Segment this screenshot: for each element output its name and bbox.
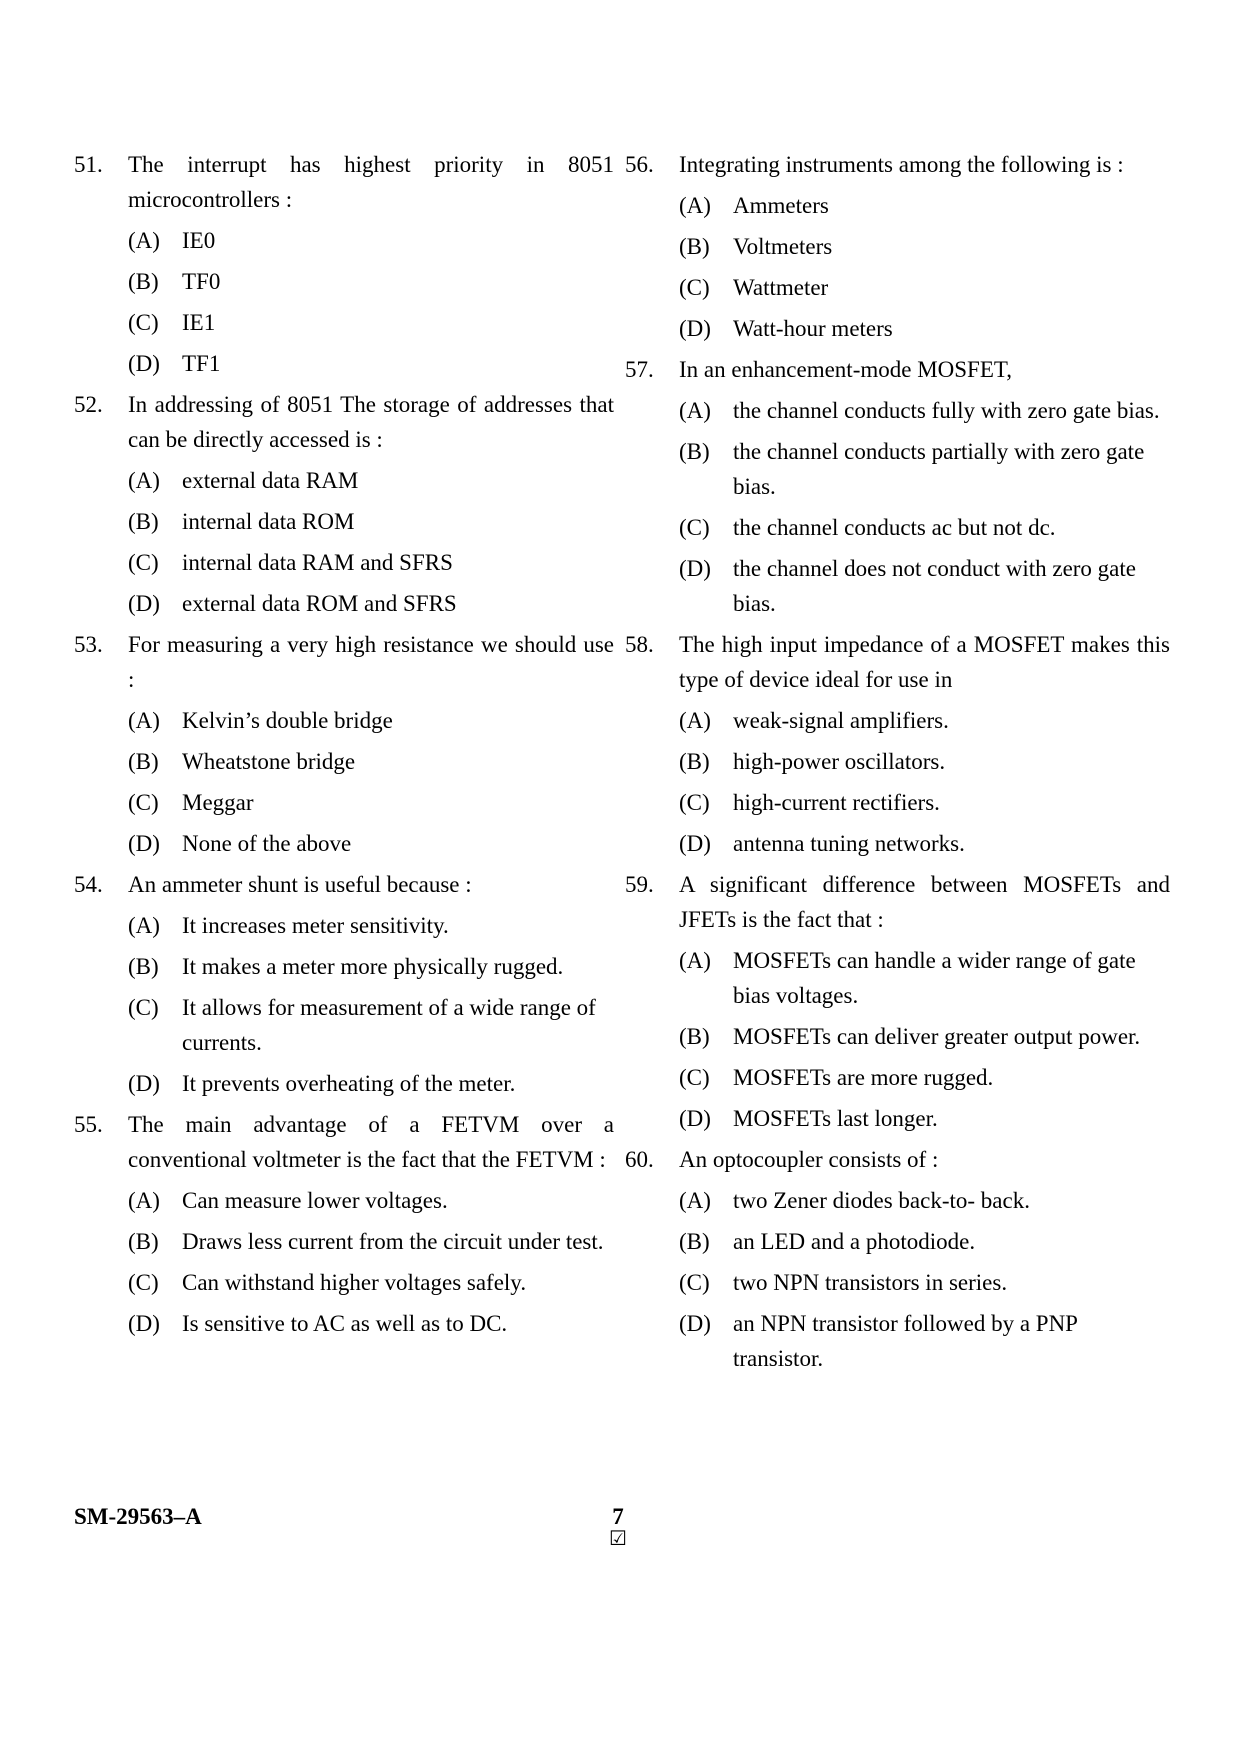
option-label: (B)	[128, 509, 159, 534]
option-label: (D)	[128, 1311, 160, 1336]
question-54	[74, 867, 614, 1101]
option-text: MOSFETs can deliver greater output power.	[733, 1024, 1141, 1049]
option-text: It makes a meter more physically rugged.	[182, 954, 564, 979]
page-number: 7	[612, 1504, 624, 1529]
option-text: IE0	[182, 228, 216, 253]
question-60	[625, 1142, 1170, 1376]
option-a	[679, 393, 1170, 428]
option-c	[679, 1060, 1170, 1095]
option-label: (A)	[679, 193, 711, 218]
option-d	[679, 311, 1170, 346]
option-b	[128, 949, 614, 984]
option-text: high-power oscillators.	[733, 749, 946, 774]
option-label: (D)	[679, 1311, 711, 1336]
option-label: (D)	[128, 591, 160, 616]
question-text: The high input impedance of a MOSFET makes this type of device ideal for use in	[679, 632, 1170, 692]
option-b	[679, 434, 1170, 504]
options-list	[679, 393, 1170, 621]
option-text: Ammeters	[733, 193, 829, 218]
option-text: TF1	[182, 351, 221, 376]
option-label: (A)	[128, 1188, 160, 1213]
option-a	[128, 1183, 614, 1218]
question-number: 54.	[74, 872, 103, 897]
option-c	[679, 510, 1170, 545]
option-text: external data ROM and SFRS	[182, 591, 457, 616]
option-c	[128, 305, 614, 340]
option-label: (C)	[679, 275, 710, 300]
option-label: (C)	[679, 1065, 710, 1090]
option-label: (A)	[679, 948, 711, 973]
option-text: Voltmeters	[733, 234, 833, 259]
option-text: None of the above	[182, 831, 352, 856]
option-label: (B)	[679, 749, 710, 774]
option-d	[679, 1306, 1170, 1376]
option-text: MOSFETs are more rugged.	[733, 1065, 994, 1090]
option-a	[679, 188, 1170, 223]
option-a	[128, 463, 614, 498]
question-56	[625, 147, 1170, 346]
options-list	[679, 1183, 1170, 1376]
option-text: Kelvin’s double bridge	[182, 708, 393, 733]
question-52	[74, 387, 614, 621]
option-text: an NPN transistor followed by a PNP transistor.	[733, 1311, 1078, 1371]
question-text: An optocoupler consists of :	[679, 1147, 939, 1172]
option-label: (D)	[679, 556, 711, 581]
question-59	[625, 867, 1170, 1136]
option-label: (B)	[128, 1229, 159, 1254]
option-label: (B)	[679, 1024, 710, 1049]
question-number: 57.	[625, 357, 654, 382]
option-c	[128, 545, 614, 580]
option-label: (B)	[679, 1229, 710, 1254]
question-text: In addressing of 8051 The storage of addresses that can be directly accessed is :	[128, 392, 614, 452]
option-label: (A)	[679, 398, 711, 423]
option-text: internal data RAM and SFRS	[182, 550, 453, 575]
options-list	[679, 943, 1170, 1136]
option-label: (D)	[679, 316, 711, 341]
option-text: external data RAM	[182, 468, 359, 493]
options-list	[128, 223, 614, 381]
option-text: two NPN transistors in series.	[733, 1270, 1008, 1295]
option-text: TF0	[182, 269, 221, 294]
option-text: two Zener diodes back-to- back.	[733, 1188, 1030, 1213]
option-text: Is sensitive to AC as well as to DC.	[182, 1311, 508, 1336]
option-a	[679, 1183, 1170, 1218]
option-label: (C)	[128, 1270, 159, 1295]
option-label: (D)	[679, 831, 711, 856]
question-number: 53.	[74, 632, 103, 657]
option-d	[679, 1101, 1170, 1136]
option-text: weak-signal amplifiers.	[733, 708, 949, 733]
options-list	[128, 908, 614, 1101]
question-text: For measuring a very high resistance we should use :	[128, 632, 614, 692]
option-label: (C)	[128, 790, 159, 815]
question-text: A significant difference between MOSFETs and JFETs is the fact that :	[679, 872, 1170, 932]
option-c	[128, 990, 614, 1060]
option-label: (D)	[128, 831, 160, 856]
options-list	[128, 703, 614, 861]
option-label: (B)	[679, 439, 710, 464]
option-c	[679, 785, 1170, 820]
question-text: An ammeter shunt is useful because :	[128, 872, 472, 897]
option-text: Can withstand higher voltages safely.	[182, 1270, 527, 1295]
option-a	[128, 908, 614, 943]
option-label: (C)	[128, 310, 159, 335]
option-b	[679, 1019, 1170, 1054]
question-text: The main advantage of a FETVM over a conventional voltmeter is the fact that the FETVM :	[128, 1112, 614, 1172]
option-text: internal data ROM	[182, 509, 355, 534]
option-text: high-current rectifiers.	[733, 790, 940, 815]
option-a	[128, 223, 614, 258]
option-text: MOSFETs last longer.	[733, 1106, 938, 1131]
option-b	[679, 1224, 1170, 1259]
option-d	[128, 826, 614, 861]
question-number: 59.	[625, 872, 654, 897]
option-text: Can measure lower voltages.	[182, 1188, 448, 1213]
option-text: the channel conducts fully with zero gate bias.	[733, 398, 1160, 423]
option-d	[128, 1306, 614, 1341]
option-text: MOSFETs can handle a wider range of gate bias voltages.	[733, 948, 1136, 1008]
option-b	[128, 744, 614, 779]
option-c	[128, 785, 614, 820]
option-text: Watt-hour meters	[733, 316, 893, 341]
question-number: 56.	[625, 152, 654, 177]
option-text: the channel conducts partially with zero gate bias.	[733, 439, 1145, 499]
options-list	[679, 188, 1170, 346]
option-label: (C)	[679, 515, 710, 540]
options-list	[679, 703, 1170, 861]
option-d	[128, 346, 614, 381]
option-d	[679, 826, 1170, 861]
option-text: an LED and a photodiode.	[733, 1229, 976, 1254]
option-d	[128, 1066, 614, 1101]
option-text: It prevents overheating of the meter.	[182, 1071, 516, 1096]
option-a	[679, 703, 1170, 738]
option-text: Draws less current from the circuit under test.	[182, 1229, 604, 1254]
option-label: (B)	[128, 954, 159, 979]
option-label: (C)	[128, 550, 159, 575]
question-57	[625, 352, 1170, 621]
question-number: 60.	[625, 1147, 654, 1172]
option-a	[679, 943, 1170, 1013]
option-label: (B)	[128, 269, 159, 294]
option-text: the channel conducts ac but not dc.	[733, 515, 1056, 540]
option-text: IE1	[182, 310, 216, 335]
question-text: Integrating instruments among the following is :	[679, 152, 1124, 177]
option-b	[679, 229, 1170, 264]
option-text: It allows for measurement of a wide range of currents.	[182, 995, 596, 1055]
options-list	[128, 1183, 614, 1341]
option-c	[679, 1265, 1170, 1300]
option-label: (A)	[679, 1188, 711, 1213]
option-text: antenna tuning networks.	[733, 831, 965, 856]
option-c	[679, 270, 1170, 305]
option-label: (B)	[128, 749, 159, 774]
question-58	[625, 627, 1170, 861]
question-text: In an enhancement-mode MOSFET,	[679, 357, 1012, 382]
option-a	[128, 703, 614, 738]
option-label: (A)	[128, 708, 160, 733]
question-text: The interrupt has highest priority in 8051 microcontrollers :	[128, 152, 614, 212]
option-label: (D)	[679, 1106, 711, 1131]
left-question-column	[74, 147, 614, 1347]
question-number: 52.	[74, 392, 103, 417]
option-label: (C)	[128, 995, 159, 1020]
option-label: (A)	[679, 708, 711, 733]
option-label: (D)	[128, 351, 160, 376]
option-label: (D)	[128, 1071, 160, 1096]
option-label: (A)	[128, 913, 160, 938]
option-b	[679, 744, 1170, 779]
option-label: (B)	[679, 234, 710, 259]
options-list	[128, 463, 614, 621]
paper-code: SM-29563–A	[74, 1504, 202, 1529]
option-text: It increases meter sensitivity.	[182, 913, 449, 938]
option-text: the channel does not conduct with zero gate bias.	[733, 556, 1136, 616]
option-c	[128, 1265, 614, 1300]
option-d	[679, 551, 1170, 621]
right-question-column	[625, 147, 1170, 1382]
option-label: (A)	[128, 468, 160, 493]
option-label: (A)	[128, 228, 160, 253]
question-number: 51.	[74, 152, 103, 177]
option-text: Wattmeter	[733, 275, 829, 300]
question-number: 55.	[74, 1112, 103, 1137]
question-53	[74, 627, 614, 861]
option-d	[128, 586, 614, 621]
question-55	[74, 1107, 614, 1341]
option-b	[128, 264, 614, 299]
option-text: Wheatstone bridge	[182, 749, 356, 774]
checkbox-mark-icon: ☑	[609, 1528, 627, 1550]
option-label: (C)	[679, 1270, 710, 1295]
question-number: 58.	[625, 632, 654, 657]
option-label: (C)	[679, 790, 710, 815]
question-51	[74, 147, 614, 381]
option-b	[128, 1224, 614, 1259]
option-b	[128, 504, 614, 539]
option-text: Meggar	[182, 790, 254, 815]
